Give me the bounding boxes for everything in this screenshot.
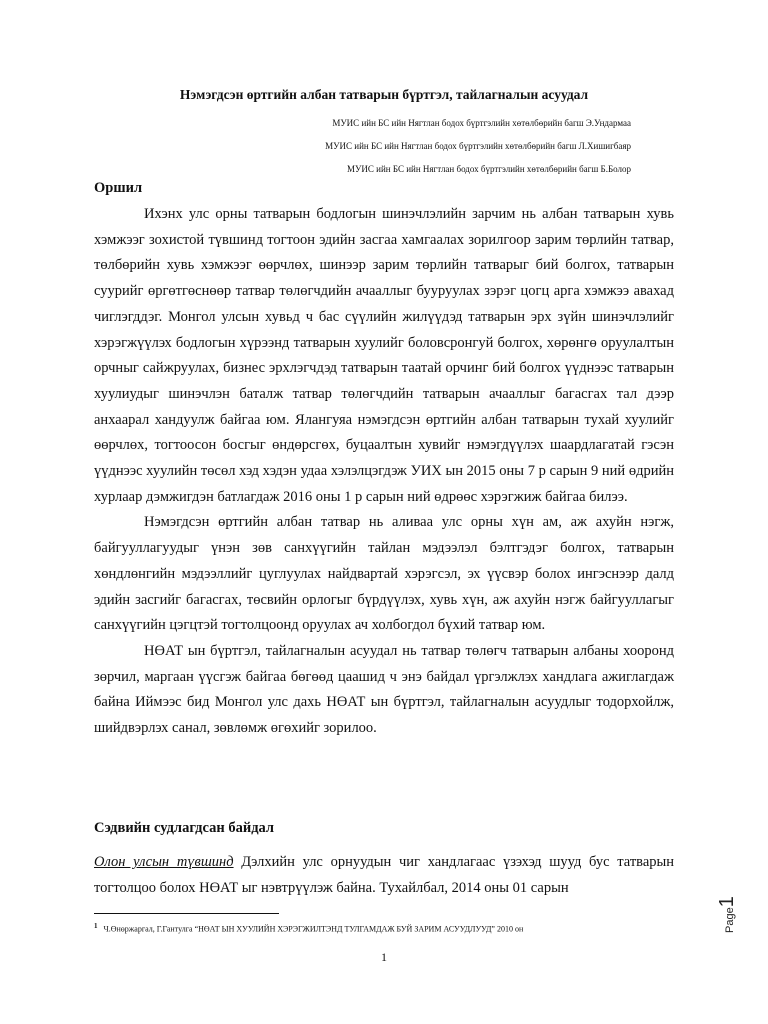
footnote-text: Ч.Өнөржаргал, Г.Гантулга “НӨАТ ЫН ХУУЛИЙН ХЭРЭГЖИЛТЭНД ТУЛГАМДАЖ БУЙ ЗАРИМ АСУУДЛУУД” 2010 он [103,924,524,934]
paragraph: Нэмэгдсэн өртгийн албан татвар нь аливаа улс орны хүн ам, аж ахуйн нэгж, байгууллагуудыг үнэн зөв санхүүгийн тайлан мэдээлэл бэлтгэдэг болгох, татварын хөндлөнгийн мэдээллийг цуглуулах найдвартай хэрэгсэл, эх үүсвэр болох ингэснээр далд эдийн засгийг багасгах, төсвийн орлогыг бүрдүүлэх, хувь хүн, аж ахуйн нэгж байгууллагыг санхүүгийн цэгцтэй тогтолцоонд оруулах ач холбогдол бүхий татвар юм. [94,514,674,634]
footnote [94,922,523,934]
footnote-divider [94,913,279,914]
paragraph: НӨАТ ын бүртгэл, тайлагналын асуудал нь татвар төлөгч татварын албаны хооронд зөрчил, маргаан үүсгэж байгаа бөгөөд цаашид ч энэ байдал үргэлжлэх хандлага ажиглагдаж байна Иймээс бид Монгол улс дахь НӨАТ ын бүртгэл, тайлагналын асуудлыг тодорхойлж, шийдвэрлэх санал, зөвлөмж өгөхийг зорилоо. [94,642,674,737]
author-line: МУИС ийн БС ийн Нягтлан бодох бүртгэлийн хөтөлбөрийн багш Э.Ундармаа [332,118,631,128]
page-number: 1 [381,950,387,964]
page-margin-word: Page [724,907,736,933]
document-title: Нэмэгдсэн өртгийн албан татварын бүртгэл, тайлагналын асуудал [179,87,589,102]
page-margin-label [716,896,739,933]
author-list [325,112,631,181]
paragraph: Ихэнх улс орны татварын бодлогын шинэчлэлийн зарчим нь албан татварын хувь хэмжээг зохистой түвшинд тогтоон эдийн засгаа хамгаалах зорилгоор зарим төрлийн татвар, төлбөрийн хувь хэмжээг өөрчлөх, шинээр зарим төрлийн татварыг бий болгох, татварын суурийг өргөтгөснөөр татвар төлөгчдийн ачааллыг бууруулах зэрэг цогц арга хэмжээ авахад чиглэгддэг. Монгол улсын хувьд ч бас сүүлийн жилүүдэд татварын эрх зүйн шинэчлэлийг хэрэгжүүлэх бодлогын хүрээнд татварын хуулийг боловсронгуй болгох, хөрөнгө оруулалтын орчныг сайжруулах, бизнес эрхлэгчдэд татварын таатай орчинг бий болгох үүднээс татварын хуулиудыг шинэчлэн баталж татвар төлөгчдийн татварын ачааллыг багасгах тал дээр анхаарал хандуулж байгаа юм. Ялангуяа нэмэгдсэн өртгийн албан татварын тухай хуулийг өөрчлөх, тогтоосон босгыг өндөрсгөх, буцаалтын хувийг нэмэгдүүлэх шаардлагатай гэсэн үүднээс хуулийн төсөл хэд хэдэн удаа хэлэлцэгдэж УИХ ын 2015 оны 7 р сарын 9 ний өдрийн хурлаар дэмжигдэн батлагдаж 2016 оны 1 р сарын ний өдрөөс хэрэгжиж байгаа билээ. [94,206,674,505]
author-line: МУИС ийн БС ийн Нягтлан бодох бүртгэлийн хөтөлбөрийн багш Л.Хишигбаяр [325,141,631,151]
section-heading-study: Сэдвийн судлагдсан байдал [94,820,275,836]
paragraph [94,850,674,901]
lead-phrase: Олон улсын түвшинд [94,854,234,870]
author-line: МУИС ийн БС ийн Нягтлан бодох бүртгэлийн хөтөлбөрийн багш Б.Болор [347,164,631,174]
footnote-marker: 1 [94,922,98,930]
study-body [94,850,674,901]
section-heading-intro: Оршил [94,180,143,196]
intro-body [94,202,674,742]
paragraph-text: Дэлхийн улс орнуудын чиг хандлагаас үзэхэд шууд бус татварын тогтолцоо болох НӨАТ ыг нэвтрүүлэж байна. Тухайлбал, 2014 оны 01 сарын [94,854,675,896]
page-margin-number: 1 [716,896,738,908]
